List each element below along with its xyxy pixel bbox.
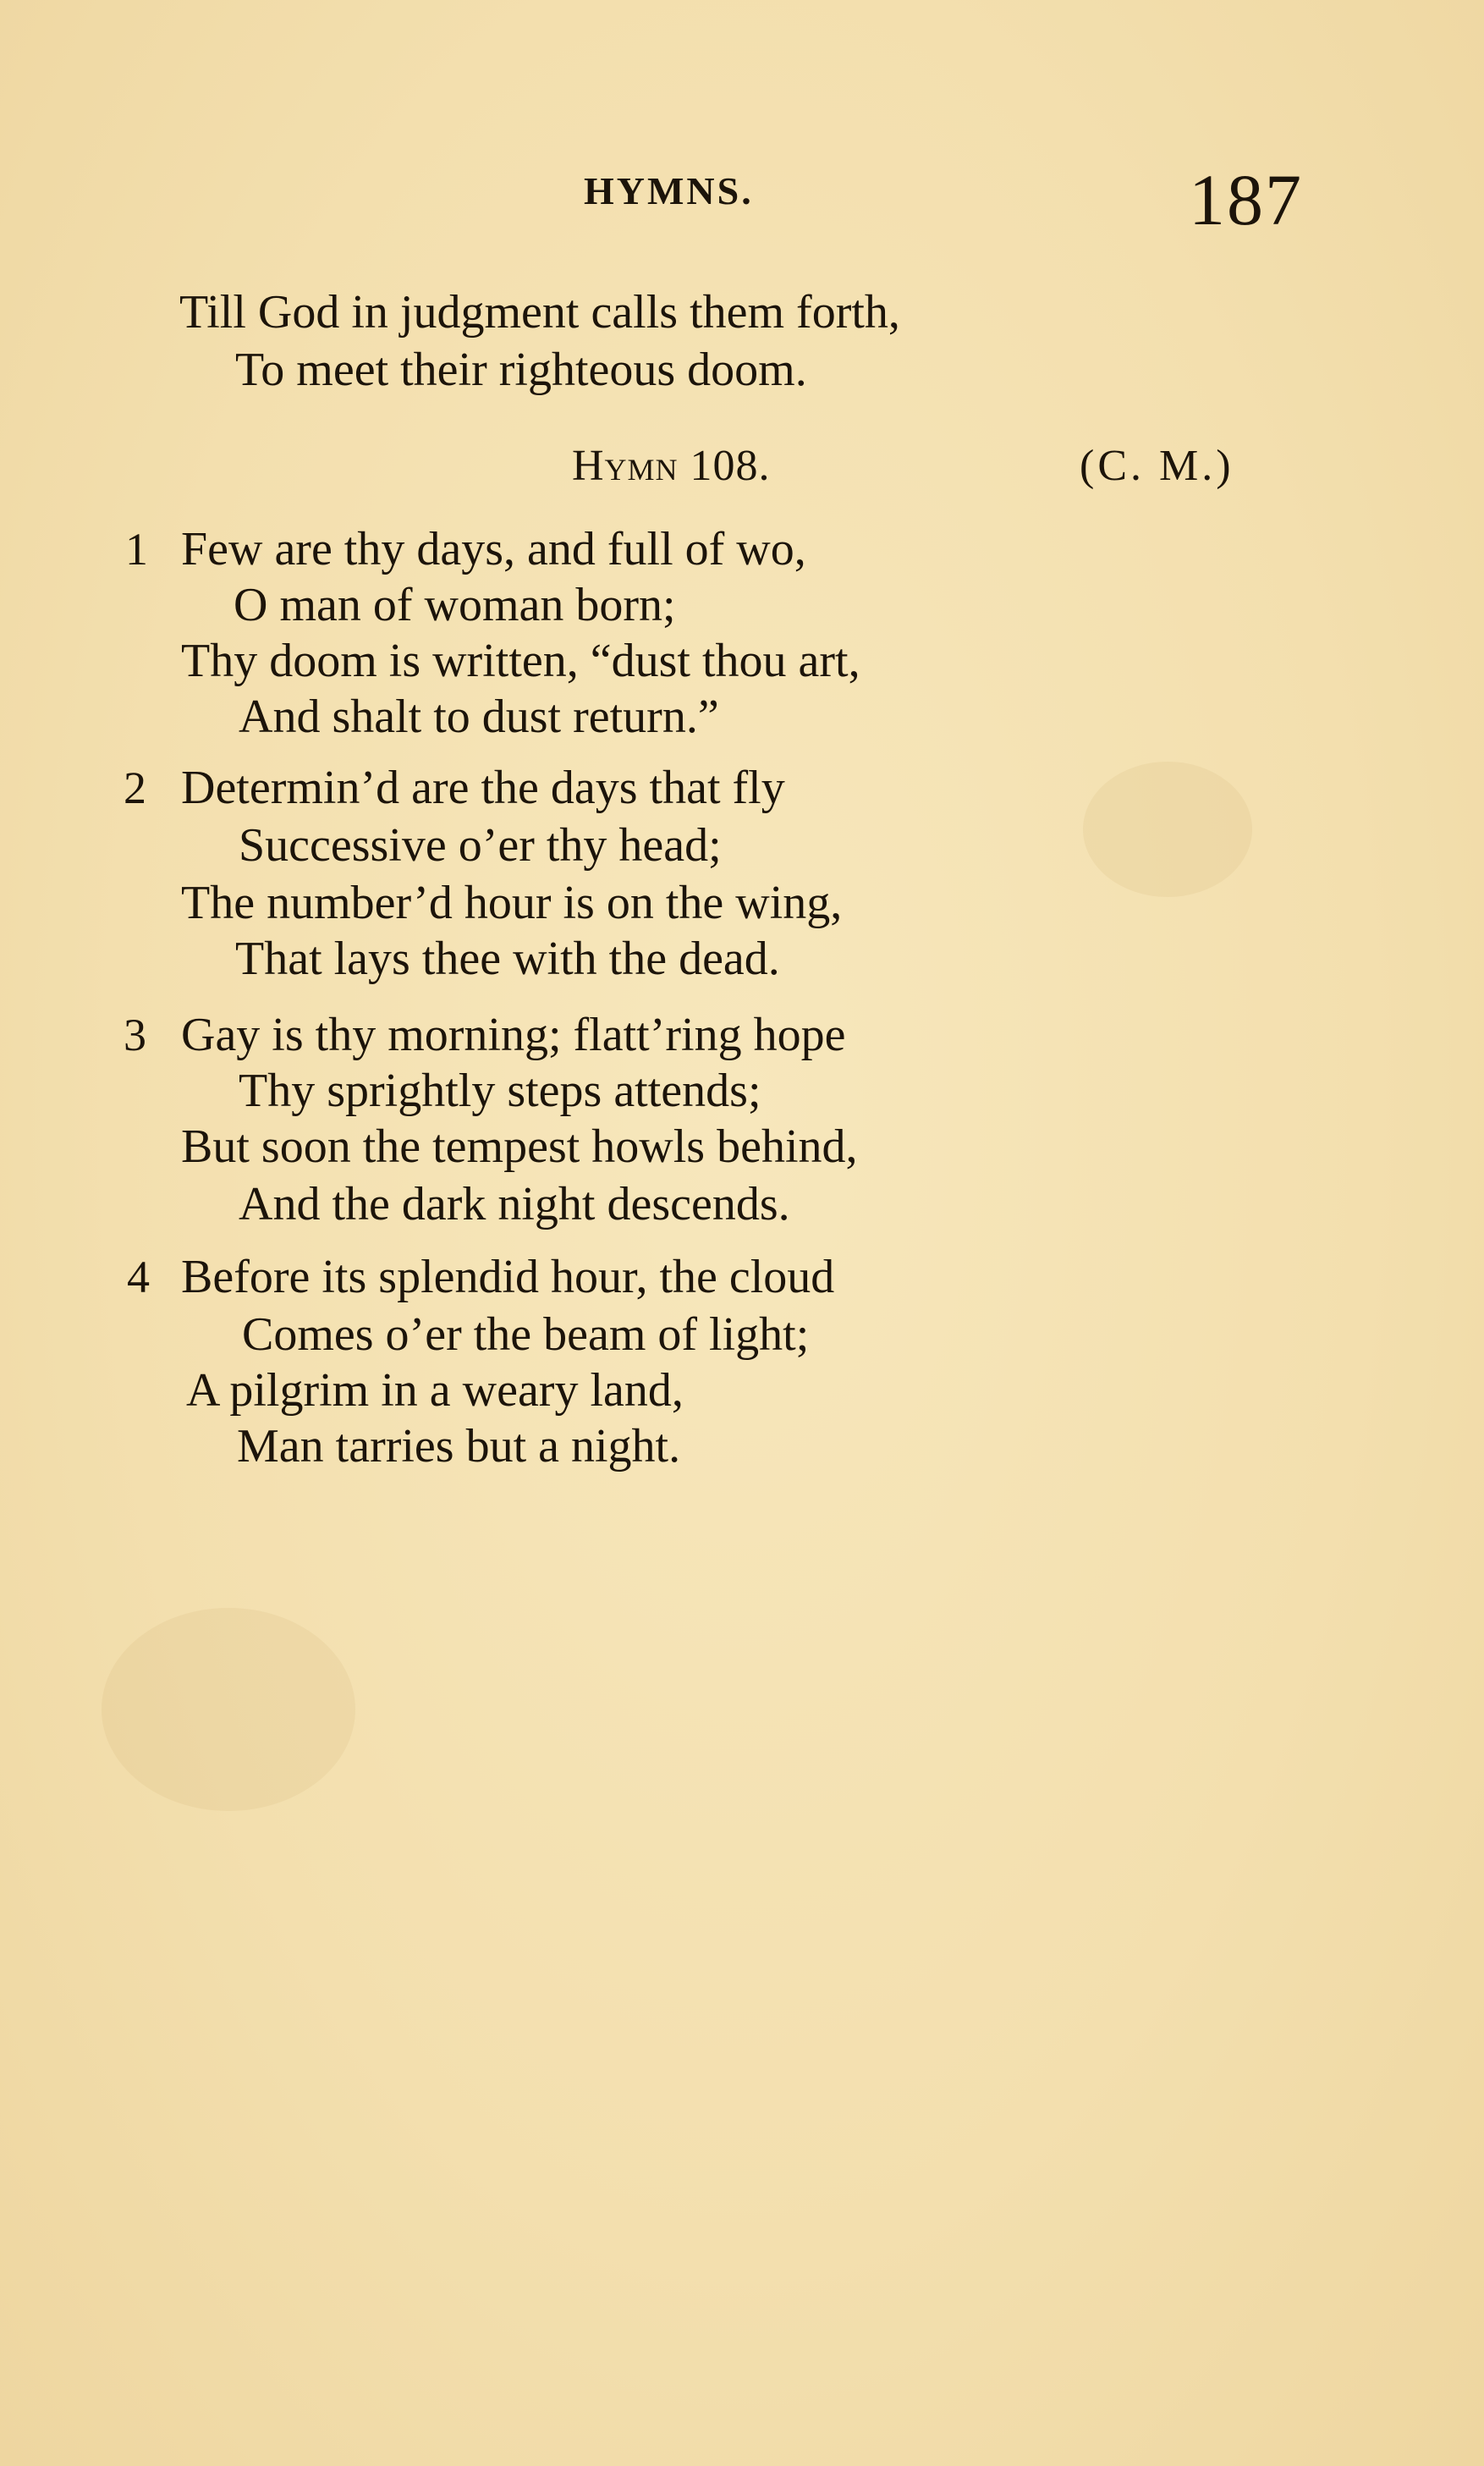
verse-line: Successive o’er thy head;: [239, 819, 722, 872]
continuation-line: Till God in judgment calls them forth,: [179, 286, 900, 339]
verse-line: Before its splendid hour, the cloud: [181, 1251, 835, 1303]
verse-number: 1: [125, 524, 148, 575]
verse-line: A pilgrim in a weary land,: [186, 1364, 684, 1417]
hymn-meter: (C. M.): [1080, 442, 1234, 490]
paper-stain: [102, 1608, 355, 1811]
verse-line: And shalt to dust return.”: [239, 691, 719, 743]
verse-line: The number’d hour is on the wing,: [181, 877, 843, 929]
verse-line: Determin’d are the days that fly: [181, 762, 785, 814]
verse-line: But soon the tempest howls behind,: [181, 1120, 858, 1173]
verse-line: Thy sprightly steps attends;: [239, 1065, 761, 1117]
verse-line: Man tarries but a night.: [237, 1420, 681, 1472]
hymn-title: Hymn 108.: [572, 442, 771, 490]
running-title: HYMNS.: [584, 169, 754, 212]
verse-line: Few are thy days, and full of wo,: [181, 523, 806, 575]
verse-line: And the dark night descends.: [239, 1178, 790, 1230]
verse-line: O man of woman born;: [234, 579, 676, 631]
continuation-line: To meet their righteous doom.: [235, 344, 807, 396]
verse-line: Comes o’er the beam of light;: [242, 1308, 810, 1361]
verse-line: Thy doom is written, “dust thou art,: [181, 635, 860, 687]
paper-stain: [1083, 762, 1252, 897]
verse-number: 4: [127, 1252, 150, 1302]
verse-line: That lays thee with the dead.: [235, 933, 780, 985]
verse-line: Gay is thy morning; flatt’ring hope: [181, 1009, 846, 1061]
verse-number: 2: [124, 762, 146, 813]
verse-number: 3: [124, 1010, 146, 1060]
page-number: 187: [1189, 159, 1303, 240]
